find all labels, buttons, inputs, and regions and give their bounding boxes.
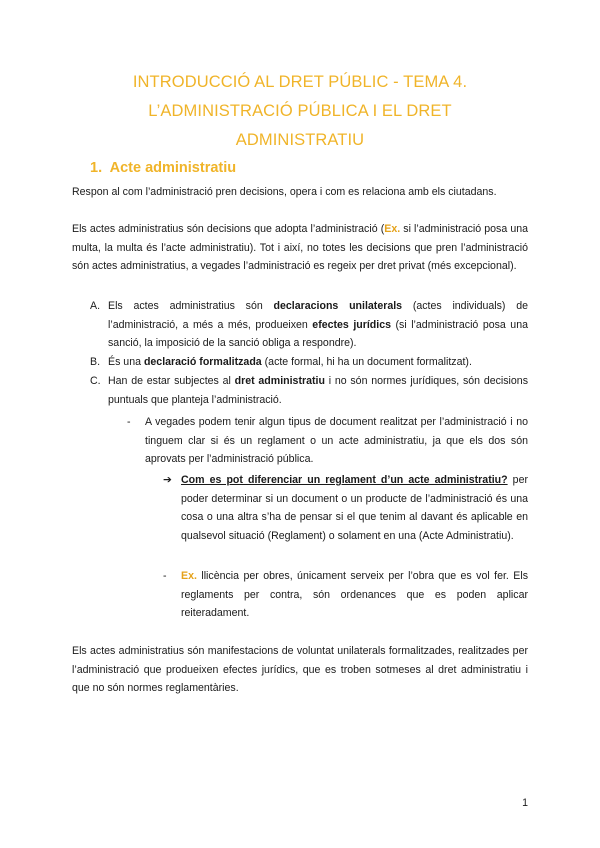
- example-label: Ex.: [384, 223, 401, 235]
- section-heading: [90, 160, 236, 176]
- section-title: Acte administratiu: [109, 160, 237, 176]
- key-question: Com es pot diferenciar un reglament d’un acte administratiu?: [181, 474, 508, 486]
- title-line-2: L’ADMINISTRACIÓ PÚBLICA I EL DRET: [148, 102, 452, 120]
- dash-marker-2: -: [163, 570, 167, 582]
- list-marker-b: B.: [90, 356, 101, 368]
- section-number: 1.: [90, 160, 103, 176]
- list-marker-a: A.: [90, 300, 101, 312]
- page-number: 1: [522, 797, 528, 809]
- dash-item-1: A vegades podem tenir algun tipus de document realitzat per l’administració i no tinguem clar si és un reglament o un acte administratiu, ja que els dos són aprovats per l’administració pública.: [145, 416, 528, 466]
- example-label-2: Ex.: [181, 570, 197, 582]
- definition-paragraph: Els actes administratius són decisions que adopta l’administració (Ex. si l’administració posa una multa, la multa és l’acte administratiu). Tot i així, no totes les decisions que pren l’administració són actes administratius, a vegades l’administració es regeix per dret privat (més excepcional).: [72, 223, 529, 273]
- title-line-1: INTRODUCCIÓ AL DRET PÚBLIC - TEMA 4.: [132, 73, 468, 91]
- list-item-a: Els actes administratius són declaracions unilaterals (actes individuals) de l’administració, a més a més, produeixen efectes jurídics (si l’administració posa una sanció, la imposició de la sanció obliga a respondre).: [108, 300, 528, 350]
- dash-item-2: Ex. llicència per obres, únicament serveix per l’obra que es vol fer. Els reglaments per contra, són ordenances que es poden aplicar reiteradament.: [181, 570, 528, 620]
- intro-paragraph: Respon al com l’administració pren decisions, opera i com es relaciona amb els ciutadans.: [72, 186, 497, 198]
- summary-paragraph: Els actes administratius són manifestacions de voluntat unilaterals formalitzades, realitzades per l’administració que produeixen efectes jurídics, que es troben sotmeses al dret administratiu i que no són normes reglamentàries.: [72, 645, 528, 695]
- dash-marker-1: -: [127, 416, 131, 428]
- list-item-b: És una declaració formalitzada (acte formal, hi ha un document formalitzat).: [108, 356, 472, 368]
- title-line-3: ADMINISTRATIU: [235, 131, 365, 149]
- arrow-item: Com es pot diferenciar un reglament d’un acte administratiu? per poder determinar si un document o un producte de l’administració és una cosa o una altra s’ha de pensar si el que tenim al davant és aplicable en qualsevol situació (Reglament) o solament en una (Acte Administratiu).: [181, 474, 528, 542]
- arrow-icon: ➔: [163, 474, 172, 486]
- document-title: [60, 68, 540, 155]
- list-item-c: Han de estar subjectes al dret administratiu i no són normes jurídiques, són decisions puntuals que planteja l’administració.: [108, 375, 528, 406]
- list-marker-c: C.: [90, 375, 101, 387]
